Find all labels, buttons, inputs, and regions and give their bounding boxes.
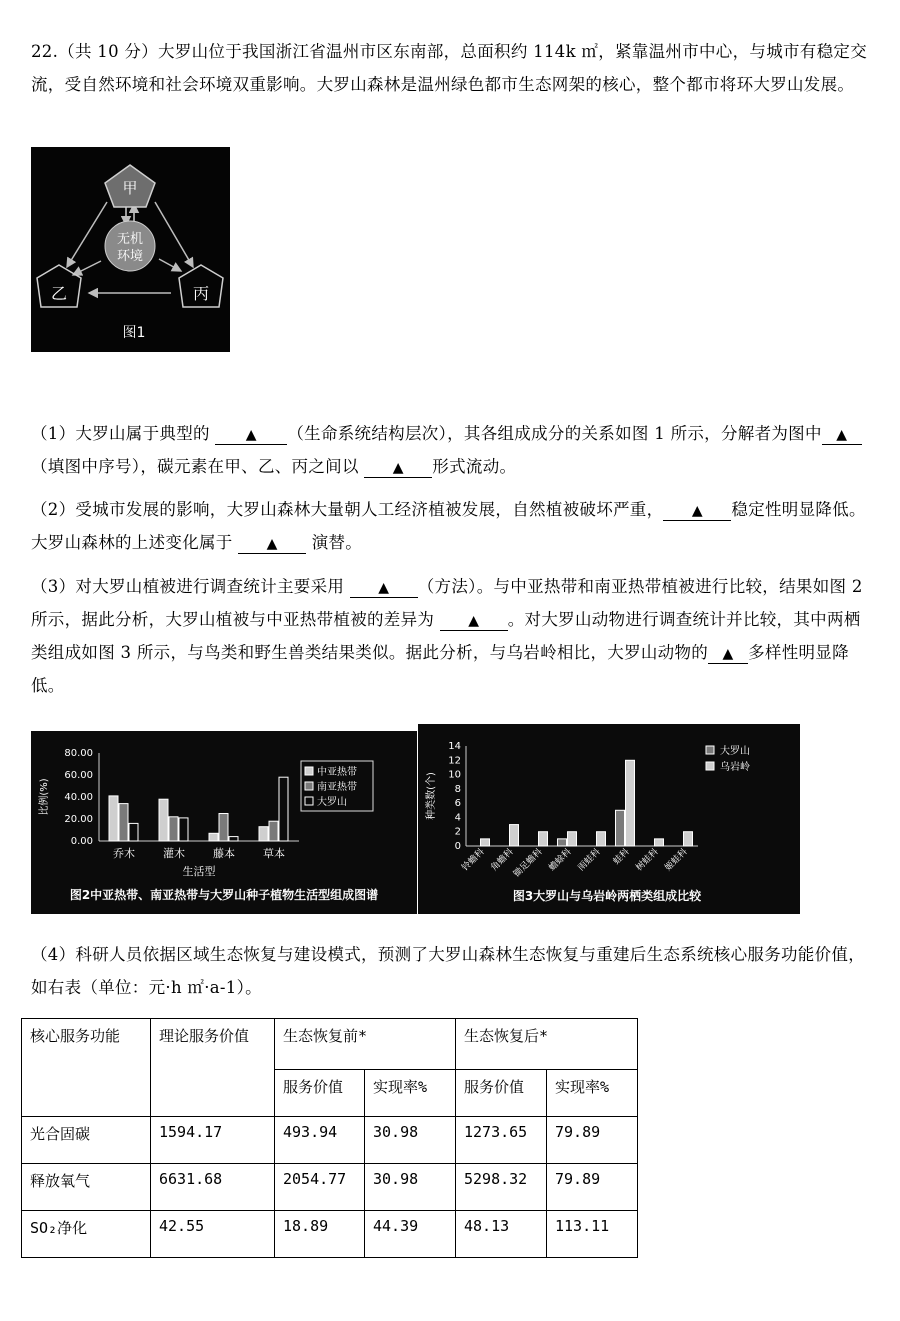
row-after-value: 48.13 <box>456 1211 547 1258</box>
figure-3-bar <box>568 832 577 846</box>
answer-blank-1b[interactable]: ▲ <box>822 426 862 445</box>
question-2: （2）受城市发展的影响，大罗山森林大量朝人工经济植被发展，自然植被破坏严重， ▲ 稳定性明显降低。大罗山森林的上述变化属于 ▲ 演替。 <box>31 500 866 552</box>
figure-2-y-tick: 20.00 <box>64 814 93 825</box>
row-theory-value: 42.55 <box>151 1211 275 1258</box>
figure-3-y-tick: 8 <box>454 783 461 795</box>
row-before-value: 18.89 <box>275 1211 365 1258</box>
row-before-rate: 30.98 <box>365 1117 456 1164</box>
figure-2 <box>31 731 417 914</box>
figure-2-x-label: 生活型 <box>182 865 216 878</box>
figure-3 <box>418 724 800 914</box>
table-row <box>22 1164 638 1211</box>
figure-2-bar <box>229 837 238 841</box>
node-yi-label: 乙 <box>50 284 68 303</box>
figure-3-bar <box>558 839 567 846</box>
question-1: （1）大罗山属于典型的 ▲ （生命系统结构层次），其各组成成分的关系如图 1 所示，分解者为图中 ▲（填图中序号），碳元素在甲、乙、丙之间以 ▲ 形式流动。 <box>31 417 869 483</box>
row-after-rate: 79.89 <box>547 1117 638 1164</box>
figure-3-y-tick: 12 <box>448 755 461 767</box>
row-function-name: SO₂净化 <box>22 1211 151 1258</box>
header-core-function: 核心服务功能 <box>22 1019 151 1117</box>
figure-3-y-tick: 4 <box>454 812 461 824</box>
figure-3-bar <box>539 832 548 846</box>
header-theory-value: 理论服务价值 <box>151 1019 275 1117</box>
figure-1-caption: 图1 <box>122 325 146 341</box>
row-function-name: 光合固碳 <box>22 1117 151 1164</box>
table-row <box>22 1117 638 1164</box>
figure-3-bar <box>597 832 606 846</box>
figure-3-y-tick: 0 <box>454 841 461 852</box>
figure-2-y-tick: 40.00 <box>64 792 93 803</box>
figure-3-bar <box>684 832 693 846</box>
figure-2-legend-swatch <box>305 767 313 775</box>
question-3: （3）对大罗山植被进行调查统计主要采用 ▲ （方法）。与中亚热带和南亚热带植被进行比较，结果如图 2 所示，据此分析，大罗山植被与中亚热带植被的差异为 ▲ 。对大罗山动物进行调查统计并比较，其中两栖类组成如图 3 所示，与鸟类和野生兽类结果类似。据此分析，与乌岩岭相比，大罗山动物的 ▲ 多样性明显降低。 <box>31 577 863 695</box>
answer-blank-3a[interactable]: ▲ <box>350 579 418 598</box>
question-4: （4）科研人员依据区域生态恢复与建设模式，预测了大罗山森林生态恢复与重建后生态系统核心服务功能价值，如右表（单位：元·h ㎡·a-1）。 <box>31 945 865 997</box>
figure-2-legend-swatch <box>305 782 313 790</box>
figure-3-y-tick: 2 <box>454 826 461 838</box>
header-before-value: 服务价值 <box>275 1070 365 1117</box>
figure-3-legend-label: 乌岩岭 <box>720 762 750 773</box>
arrow-jia-to-bing <box>155 202 193 267</box>
node-bing-label: 丙 <box>192 284 210 303</box>
row-after-rate: 79.89 <box>547 1164 638 1211</box>
arrow-jia-to-yi <box>67 202 107 267</box>
figure-2-y-tick: 80.00 <box>64 748 93 759</box>
node-inorganic-env-label-1: 无机 <box>116 232 144 247</box>
header-before-rate: 实现率% <box>365 1070 456 1117</box>
figure-3-x-tick: 蛙科 <box>611 847 632 867</box>
row-after-value: 1273.65 <box>456 1117 547 1164</box>
figure-2-chart <box>31 731 417 914</box>
row-before-value: 493.94 <box>275 1117 365 1164</box>
figure-2-caption: 图2中亚热带、南亚热带与大罗山种子植物生活型组成图谱 <box>69 888 379 902</box>
figure-3-x-tick: 蟾蜍科 <box>547 847 574 874</box>
figure-3-caption: 图3大罗山与乌岩岭两栖类组成比较 <box>512 889 702 903</box>
figure-2-bar <box>269 821 278 841</box>
answer-blank-1a[interactable]: ▲ <box>215 426 287 445</box>
answer-blank-3c[interactable]: ▲ <box>708 645 748 664</box>
figure-2-bar <box>279 777 288 841</box>
node-inorganic-env-label-2: 环境 <box>116 249 144 264</box>
figure-1-diagram <box>31 147 230 352</box>
figure-2-x-tick: 藤本 <box>213 847 235 860</box>
figure-2-bar <box>119 804 128 841</box>
figure-2-y-tick: 60.00 <box>64 770 93 781</box>
figure-2-bar <box>209 833 218 841</box>
figure-3-x-tick: 雨蛙科 <box>576 847 603 874</box>
row-theory-value: 1594.17 <box>151 1117 275 1164</box>
figure-3-chart <box>418 724 800 914</box>
answer-blank-3b[interactable]: ▲ <box>440 612 508 631</box>
answer-blank-1c[interactable]: ▲ <box>364 459 432 478</box>
figure-2-legend-label: 中亚热带 <box>317 767 357 778</box>
figure-3-x-tick: 角蟾科 <box>489 847 516 874</box>
row-before-rate: 44.39 <box>365 1211 456 1258</box>
figure-3-y-tick: 6 <box>454 798 461 810</box>
row-function-name: 释放氧气 <box>22 1164 151 1211</box>
figure-3-y-tick: 14 <box>448 741 461 752</box>
figure-2-legend-swatch <box>305 797 313 805</box>
service-value-table <box>21 1018 638 1258</box>
figure-2-x-tick: 乔木 <box>113 847 135 860</box>
row-after-value: 5298.32 <box>456 1164 547 1211</box>
header-after-restoration: 生态恢复后* <box>456 1019 638 1070</box>
header-after-value: 服务价值 <box>456 1070 547 1117</box>
row-after-rate: 113.11 <box>547 1211 638 1258</box>
answer-blank-2a[interactable]: ▲ <box>663 502 731 521</box>
row-before-rate: 30.98 <box>365 1164 456 1211</box>
figure-2-bar <box>259 827 268 841</box>
figure-2-x-tick: 灌木 <box>163 847 185 860</box>
figure-2-bar <box>169 817 178 841</box>
question-intro: 22.（共 10 分）大罗山位于我国浙江省温州市区东南部，总面积约 114k ㎡，紧靠温州市中心，与城市有稳定交流，受自然环境和社会环境双重影响。大罗山森林是温州绿色都市生态网架的核心，整个都市将环大罗山发展。 <box>31 42 868 94</box>
figure-3-x-tick: 树蛙科 <box>634 847 661 874</box>
figure-2-bar <box>129 823 138 841</box>
figure-3-y-label: 种类数(个) <box>426 772 437 820</box>
figure-2-y-label: 比例(%) <box>39 778 50 816</box>
row-before-value: 2054.77 <box>275 1164 365 1211</box>
figure-2-bar <box>219 814 228 842</box>
arrow-env-to-bing <box>159 259 181 271</box>
figure-3-legend-swatch <box>706 762 714 770</box>
figure-3-x-tick: 铃蟾科 <box>460 847 487 874</box>
figure-1 <box>31 147 230 352</box>
figure-2-bar <box>179 818 188 841</box>
figure-3-bar <box>655 839 664 846</box>
figure-3-x-tick: 姬蛙科 <box>663 847 690 874</box>
figure-3-x-tick: 锄足蟾科 <box>512 847 545 880</box>
figure-3-y-tick: 10 <box>448 769 461 781</box>
header-after-rate: 实现率% <box>547 1070 638 1117</box>
node-jia-label: 甲 <box>122 179 138 197</box>
answer-blank-2b[interactable]: ▲ <box>238 535 306 554</box>
figure-3-bar <box>616 810 625 846</box>
figure-2-x-tick: 草本 <box>263 847 285 860</box>
figure-3-bar <box>481 839 490 846</box>
figure-3-legend-label: 大罗山 <box>720 746 750 757</box>
figure-2-bar <box>109 796 118 841</box>
figure-3-bar <box>626 760 635 846</box>
table-row <box>22 1211 638 1258</box>
row-theory-value: 6631.68 <box>151 1164 275 1211</box>
arrow-env-to-yi <box>73 261 101 275</box>
header-before-restoration: 生态恢复前* <box>275 1019 456 1070</box>
figure-3-bar <box>510 825 519 846</box>
figure-2-bar <box>159 799 168 841</box>
figure-2-legend-label: 南亚热带 <box>317 782 357 793</box>
figure-2-y-tick: 0.00 <box>70 836 93 847</box>
figure-3-legend-swatch <box>706 746 714 754</box>
figure-2-legend-label: 大罗山 <box>317 797 347 808</box>
